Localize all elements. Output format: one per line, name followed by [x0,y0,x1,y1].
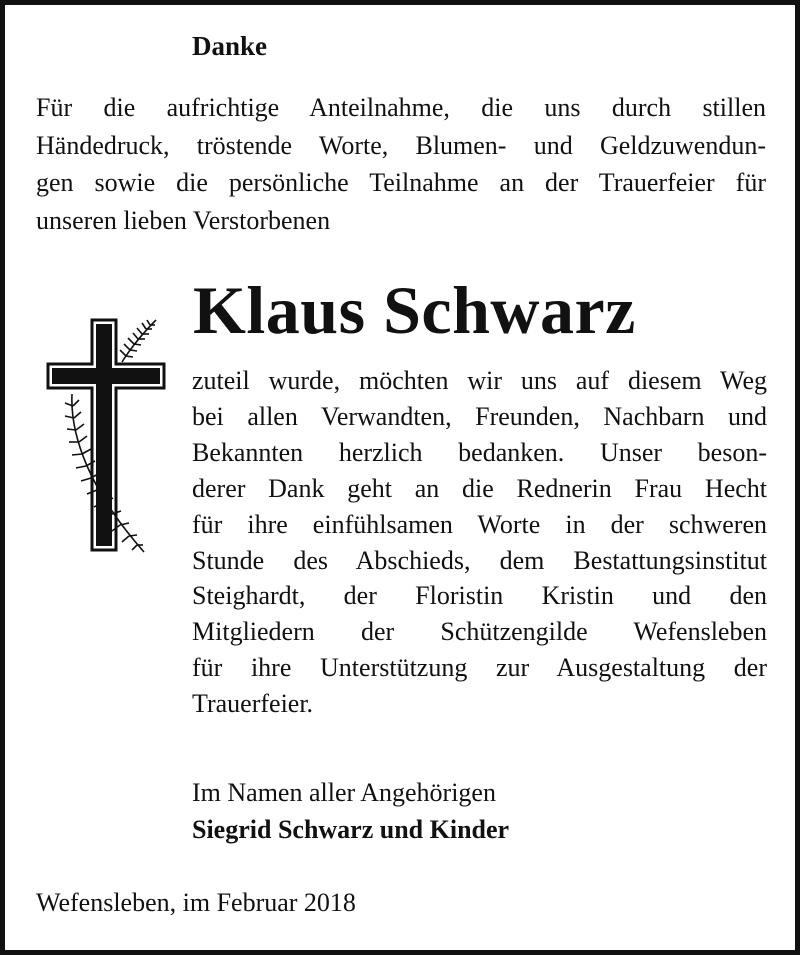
palm-frond-upper [120,320,156,362]
body-line: zuteil wurde, möchten wir uns auf diesem Weg [192,366,767,395]
body-line: derer Dank geht an die Rednerin Frau Hecht [192,473,767,503]
cross-shape [48,320,164,550]
intro-line: Für die aufrichtige Anteilnahme, die uns durch stillen [36,93,766,122]
body-line: Trauerfeier. [192,689,314,719]
place-date: Wefensleben, im Februar 2018 [36,888,356,917]
body-line: bei allen Verwandten, Freunden, Nachbarn und [192,401,767,431]
cross-with-palm-branches-icon [46,316,166,556]
intro-line: Händedruck, tröstende Worte, Blumen- und Geldzuwendun- [36,130,766,160]
closing-line: Im Namen aller Angehörigen [192,778,496,807]
body-text [192,363,767,722]
body-line: Bekannten herzlich bedanken. Unser beson- [192,437,767,467]
body-line: Mitgliedern der Schützengilde Wefensleben [192,617,767,647]
body-line: Steighardt, der Floristin Kristin und den [192,581,767,611]
signer-name: Siegrid Schwarz und Kinder [192,815,510,844]
body-line: für ihre Unterstützung zur Ausgestaltung der [192,653,767,683]
intro-line: unseren lieben Verstorbenen [36,206,331,236]
closing-block [192,774,509,848]
intro-text [36,89,766,240]
body-line: für ihre einfühlsamen Worte in der schweren [192,509,767,539]
intro-line: gen sowie die persönliche Teilnahme an der Trauerfeier für [36,168,766,198]
deceased-name: Klaus Schwarz [193,272,636,348]
notice-title: Danke [192,31,268,61]
body-line: Stunde des Abschieds, dem Bestattungsinstitut [192,545,767,575]
